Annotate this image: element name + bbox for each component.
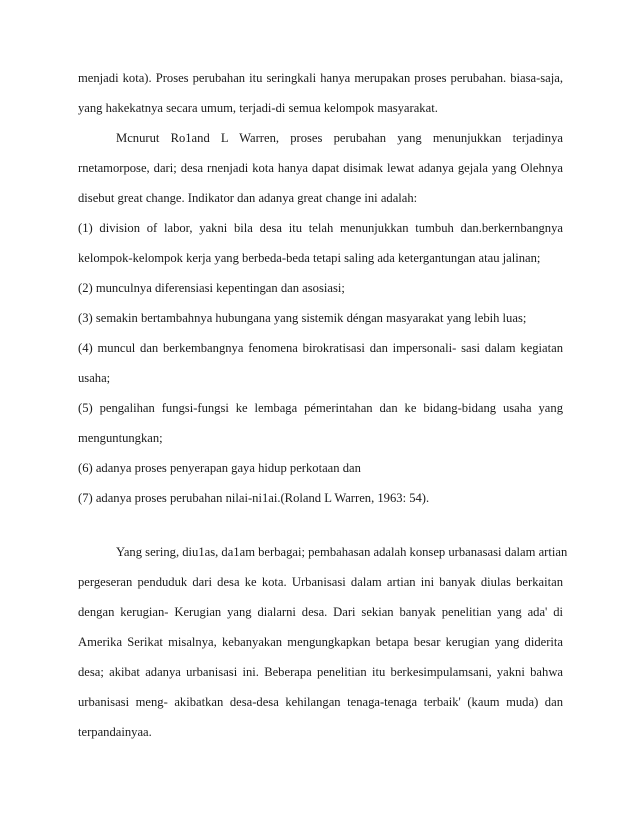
paragraph-warren [78, 123, 563, 213]
text-line: (5) pengalihan fungsi-fungsi ke lembaga pémerintahan dan ke bidang-bidang usaha yang [78, 401, 563, 415]
text-line: terpandainyaa. [78, 725, 152, 739]
list-item [78, 303, 563, 333]
list-item [78, 483, 563, 513]
text-line: usaha; [78, 371, 111, 385]
text-line: rnetamorpose, dari; desa rnenjadi kota hanya dapat disimak lewat adanya gejala yang Olehnya [78, 161, 563, 175]
text-line: Yang sering, diu1as, da1am berbagai; pembahasan adalah konsep urbanasasi dalam artian [116, 545, 568, 559]
list-item [78, 273, 563, 303]
text-line: yang hakekatnya secara umum, terjadi-di semua kelompok masyarakat. [78, 101, 438, 115]
text-line: urbanisasi meng- akibatkan desa-desa kehilangan tenaga-tenaga terbaik' (kaum muda) dan [78, 695, 563, 709]
text-line: (4) muncul dan berkembangnya fenomena birokratisasi dan impersonali- sasi dalam kegiatan [78, 341, 563, 355]
document-page [78, 63, 568, 747]
text-line: (1) division of labor, yakni bila desa itu telah menunjukkan tumbuh dan.berkernbangnya [78, 221, 563, 235]
paragraph-continuation [78, 63, 563, 123]
list-item [78, 333, 563, 393]
text-line: Amerika Serikat misalnya, kebanyakan mengungkapkan betapa besar kerugian yang diderita [78, 635, 563, 649]
indicator-list [78, 213, 563, 513]
text-line: desa; akibat adanya urbanisasi ini. Beberapa penelitian itu berkesimpulamsani, yakni bahwa [78, 665, 563, 679]
text-line: Mcnurut Ro1and L Warren, proses perubahan yang menunjukkan terjadinya [116, 131, 563, 145]
text-line: dengan kerugian- Kerugian yang dialarni desa. Dari sekian banyak penelitian yang ada' di [78, 605, 563, 619]
list-item [78, 213, 563, 273]
paragraph-gap [78, 513, 563, 537]
text-line: (2) munculnya diferensiasi kepentingan dan asosiasi; [78, 281, 345, 295]
text-line: (6) adanya proses penyerapan gaya hidup perkotaan dan [78, 461, 361, 475]
text-line: menjadi kota). Proses perubahan itu seringkali hanya merupakan proses perubahan. biasa-saja, [78, 71, 563, 85]
paragraph-urbanisasi [78, 537, 568, 747]
text-line: disebut great change. Indikator dan adanya great change ini adalah: [78, 191, 418, 205]
text-line: kelompok-kelompok kerja yang berbeda-beda tetapi saling ada ketergantungan atau jalinan; [78, 251, 541, 265]
text-line: menguntungkan; [78, 431, 163, 445]
text-line: pergeseran penduduk dari desa ke kota. Urbanisasi dalam artian ini banyak diulas berkaitan [78, 575, 563, 589]
list-item [78, 393, 563, 453]
list-item [78, 453, 563, 483]
text-line: (3) semakin bertambahnya hubungana yang sistemik déngan masyarakat yang lebih luas; [78, 311, 527, 325]
text-line: (7) adanya proses perubahan nilai-ni1ai.(Roland L Warren, 1963: 54). [78, 491, 430, 505]
